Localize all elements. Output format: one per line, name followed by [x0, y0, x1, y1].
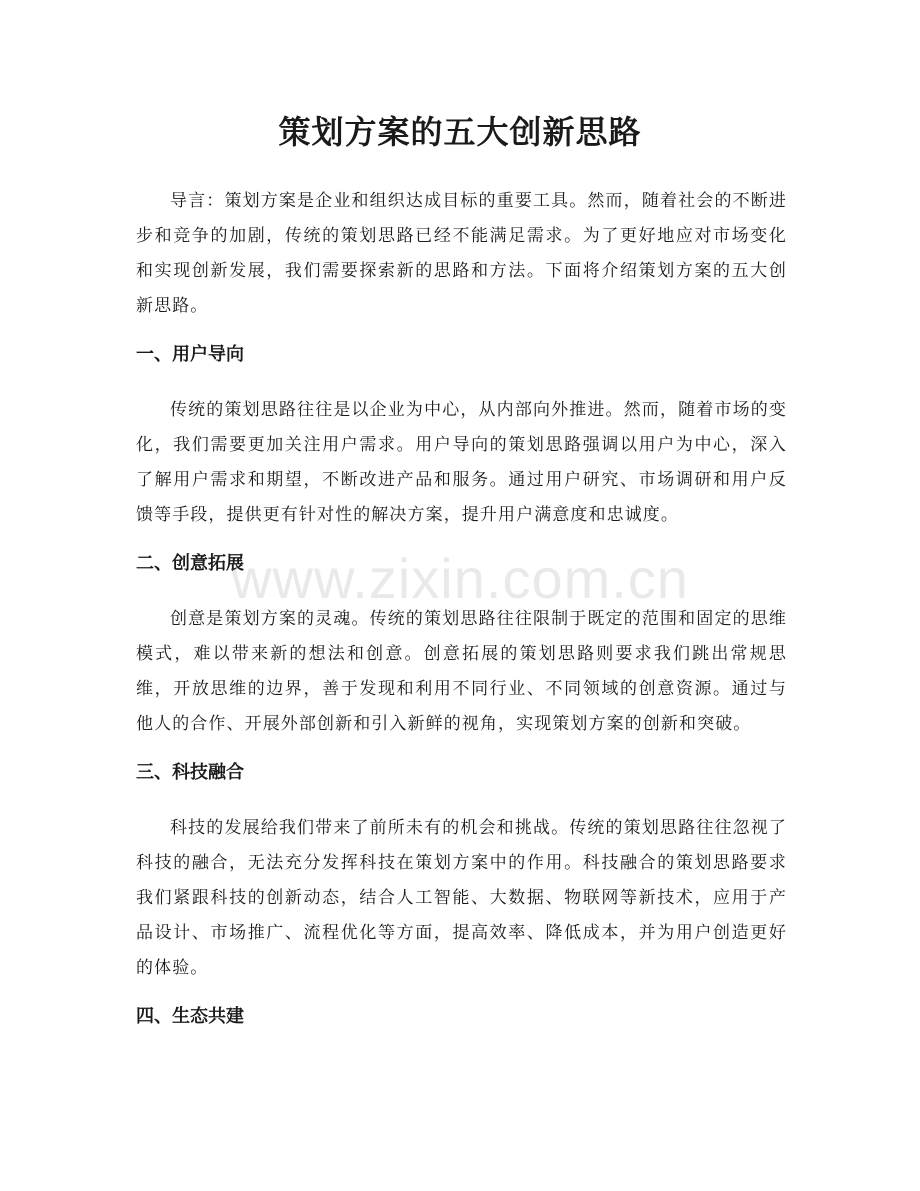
watermark: www.zixin.com.cn	[231, 547, 689, 610]
section-heading-tech-integration: 三、科技融合	[136, 762, 244, 783]
section-body-creative-expansion: 创意是策划方案的灵魂。传统的策划思路往往限制于既定的范围和固定的思维模式，难以带来新的想法和创意。创意拓展的策划思路则要求我们跳出常规思维，开放思维的边界，善于发现和利用不同行业、不同领域的创意资源。通过与他人的合作、开展外部创新和引入新鲜的视角，实现策划方案的创新和突破。	[136, 609, 787, 734]
section-heading-ecosystem: 四、生态共建	[136, 1006, 244, 1027]
page-title: 策划方案的五大创新思路	[278, 113, 642, 151]
intro-paragraph: 导言：策划方案是企业和组织达成目标的重要工具。然而，随着社会的不断进步和竞争的加剧，传统的策划思路已经不能满足需求。为了更好地应对市场变化和实现创新发展，我们需要探索新的思路和方法。下面将介绍策划方案的五大创新思路。	[136, 191, 787, 316]
section-heading-user-oriented: 一、用户导向	[136, 344, 244, 365]
section-body-tech-integration: 科技的发展给我们带来了前所未有的机会和挑战。传统的策划思路往往忽视了科技的融合，无法充分发挥科技在策划方案中的作用。科技融合的策划思路要求我们紧跟科技的创新动态，结合人工智能、大数据、物联网等新技术，应用于产品设计、市场推广、流程优化等方面，提高效率、降低成本，并为用户创造更好的体验。	[136, 818, 787, 978]
section-body-user-oriented: 传统的策划思路往往是以企业为中心，从内部向外推进。然而，随着市场的变化，我们需要更加关注用户需求。用户导向的策划思路强调以用户为中心，深入了解用户需求和期望，不断改进产品和服务。通过用户研究、市场调研和用户反馈等手段，提供更有针对性的解决方案，提升用户满意度和忠诚度。	[136, 400, 787, 525]
section-heading-creative-expansion: 二、创意拓展	[136, 553, 244, 574]
